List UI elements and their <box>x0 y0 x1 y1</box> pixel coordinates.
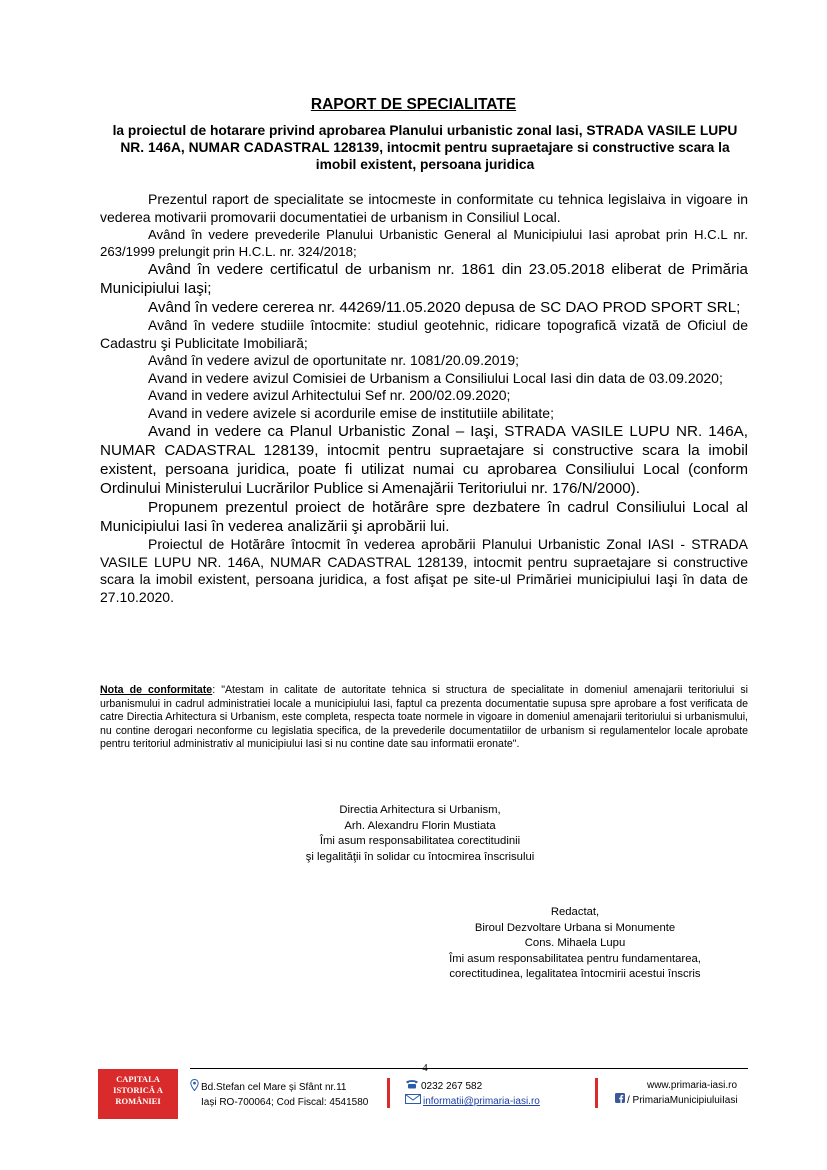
footer-address-line1: Bd.Stefan cel Mare și Sfânt nr.11 <box>201 1082 347 1094</box>
phone-icon <box>405 1079 419 1094</box>
paragraph-certificat: Având în vedere certificatul de urbanism nr. 1861 din 23.05.2018 eliberat de Primăria Municipiului Iaşi; <box>100 261 748 297</box>
footer-web <box>615 1079 737 1108</box>
capitala-istorica-logo: CAPITALA ISTORICĂ A ROMÂNIEI <box>98 1069 178 1119</box>
footer-address-line2: Iași RO-700064; Cod Fiscal: 4541580 <box>201 1097 369 1108</box>
paragraph-aviz-oportunitate: Având în vedere avizul de oportunitate nr. 1081/20.09.2019; <box>148 352 520 368</box>
paragraph-propunere: Propunem prezentul proiect de hotărâre spre dezbatere în cadrul Consiliului Local al Municipiului Iasi în vederea analizării şi aprobării lui. <box>100 499 748 535</box>
paragraph-avize-acorduri: Avand in vedere avizele si acordurile emise de institutiile abilitate; <box>148 404 554 421</box>
report-body <box>100 191 748 606</box>
footer-phone: 0232 267 582 <box>421 1081 483 1093</box>
signature-line: Redactat, <box>550 906 600 918</box>
location-pin-icon <box>190 1079 199 1096</box>
footer-website-link[interactable]: www.primaria-iasi.ro <box>646 1080 737 1091</box>
conformity-note-label: Nota de conformitate <box>100 684 213 696</box>
signature-line: şi legalităţii în solidar cu întocmirea înscrisului <box>305 850 535 863</box>
paragraph-studii: Având în vedere studiile întocmite: studiul geotehnic, ridicare topografică vizată de Oficiul de Cadastru şi Publicitate Imobiliară; <box>100 317 748 351</box>
document-title: RAPORT DE SPECIALITATE <box>310 96 517 113</box>
conformity-note <box>100 684 748 752</box>
facebook-icon <box>615 1093 625 1108</box>
footer-email-link[interactable]: informatii@primaria-iasi.ro <box>423 1096 540 1108</box>
signature-line: Cons. Mihaela Lupu <box>524 937 626 949</box>
paragraph-aviz-comisie: Avand in vedere avizul Comisiei de Urbanism a Consiliului Local Iasi din data de 03.09.2020; <box>148 369 723 386</box>
email-icon <box>405 1094 421 1109</box>
paragraph-pug: Având în vedere prevederile Planului Urbanistic General al Municipiului Iasi aprobat prin H.C.L nr. 263/1999 prelungit prin H.C.L. nr. 324/2018; <box>100 227 748 259</box>
document-subtitle: la proiectul de hotarare privind aprobarea Planului urbanistic zonal Iasi, STRADA VASILE LUPU NR. 146A, NUMAR CADASTRAL 128139, intocmit pentru supraetajare si constructive scara la imobil existent, persoana juridica <box>112 123 738 172</box>
footer-facebook-link[interactable]: / PrimariaMunicipiuluiIasi <box>627 1095 738 1107</box>
paragraph-aviz-arhitect: Avand in vedere avizul Arhitectului Sef nr. 200/02.09.2020; <box>148 387 511 403</box>
footer-divider <box>190 1068 748 1069</box>
signature-line: Îmi asum responsabilitatea pentru fundamentarea, <box>449 952 701 965</box>
footer-separator <box>595 1078 598 1108</box>
signature-line: corectitudinea, legalitatea întocmirii acestui înscris <box>449 968 701 980</box>
signature-line: Arh. Alexandru Florin Mustiata <box>344 819 496 832</box>
signature-line: Directia Arhitectura si Urbanism, <box>339 804 501 816</box>
signature-line: Îmi asum responsabilitatea corectitudinii <box>319 835 521 847</box>
signature-line: Biroul Dezvoltare Urbana si Monumente <box>474 921 676 934</box>
signature-block-directia <box>250 803 590 865</box>
signature-block-redactat <box>410 905 740 983</box>
conformity-note-text: : "Atestam in calitate de autoritate tehnica si structura de specialitate in domeniul amenajarii teritoriului si urbanismului in cadrul administratiei locale a municipiului Iasi, faptul ca prezenta documentatie supusa spre aprobare a fost verificata de catre Directia Arhitectura si Urbanism, este completa, respecta toate normele in vigoare in domeniul amenajarii teritoriului si urbanismului, nu contine derogari neconforme cu legislatia specifica, de la prevederile documentatiilor de urbanism si regulamentelor locale aprobate pentru teritoriul administrativ al municipiului Iasi si nu contine date sau informatii eronate". <box>100 684 748 751</box>
footer-contact <box>405 1079 540 1109</box>
footer-address <box>190 1079 368 1110</box>
paragraph-afisare: Proiectul de Hotărâre întocmit în vederea aprobării Planului Urbanistic Zonal IASI - STRADA VASILE LUPU NR. 146A, NUMAR CADASTRAL 128139, intocmit pentru supraetajare si constructive scara la imobil existent, persoana juridica, a fost afişat pe site-ul Primăriei municipiului Iaşi în data de 27.10.2020. <box>100 536 748 605</box>
paragraph-cerere: Având în vedere cererea nr. 44269/11.05.2020 depusa de SC DAO PROD SPORT SRL; <box>148 299 741 316</box>
footer-separator <box>387 1078 390 1108</box>
paragraph-intro: Prezentul raport de specialitate se intocmeste in conformitate cu tehnica legislaiva in vigoare in vederea motivarii promovarii documentatiei de urbanism in Consiliul Local. <box>100 191 748 225</box>
paragraph-puz: Avand in vedere ca Planul Urbanistic Zonal – Iaşi, STRADA VASILE LUPU NR. 146A, NUMAR CADASTRAL 128139, intocmit pentru supraetajare si constructive scara la imobil existent, persoana juridica, poate fi utilizat numai cu aprobarea Consiliului Local (conform Ordinului Ministerului Lucrărilor Publice si Amenajării Teritoriului nr. 176/N/2000). <box>100 423 748 497</box>
